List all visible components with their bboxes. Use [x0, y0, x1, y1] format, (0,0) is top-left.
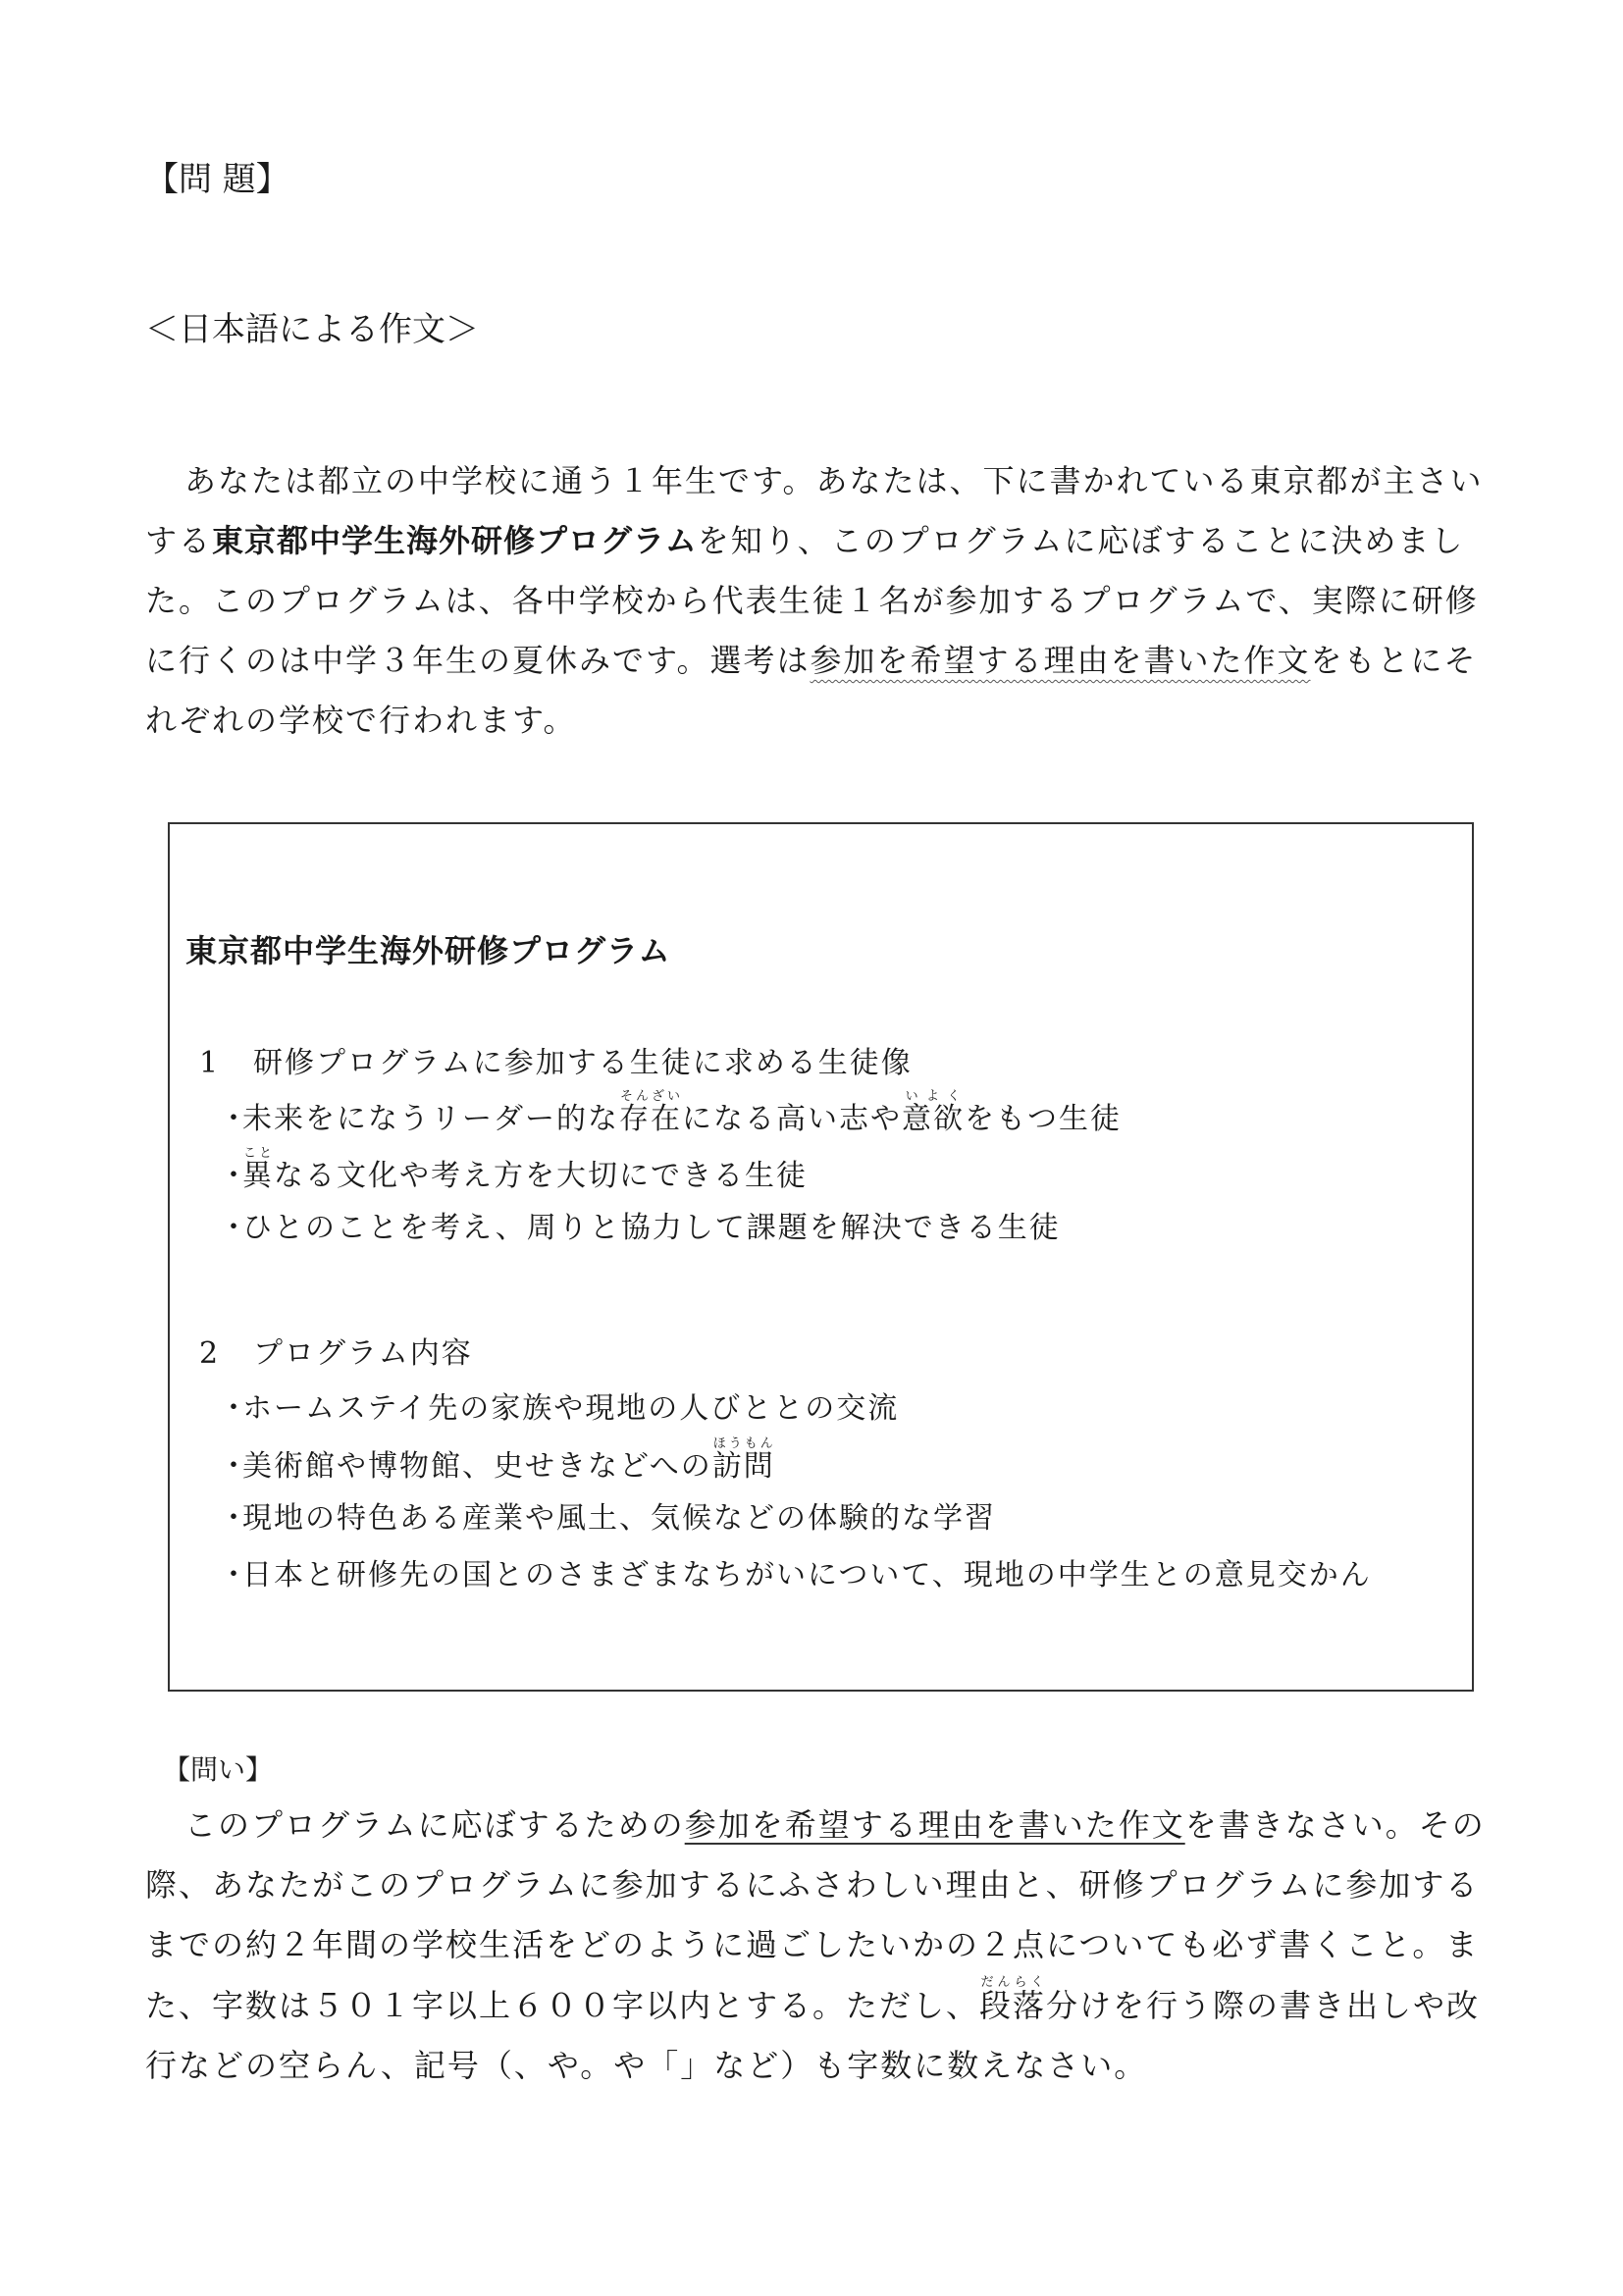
section-1-item-1: ・未来をになうリーダー的な存在そんざいになる高い志や意欲いよくをもつ生徒 — [219, 1089, 1122, 1136]
essay-purpose-underlined: 参加を希望する理由を書いた作文 — [684, 1806, 1185, 1844]
intro-paragraph — [145, 451, 1483, 751]
section-2-item-4: ・日本と研修先の国とのさまざまなちがいについて、現地の中学生との意見交かん — [219, 1550, 1372, 1593]
problem-heading: 【問 題】 — [145, 160, 289, 199]
bullet: ・ — [219, 1449, 250, 1484]
section-2-item-3: ・現地の特色ある産業や風土、気候などの体験的な学習 — [219, 1493, 996, 1537]
intro-line-2: する東京都中学生海外研修プログラムを知り、このプログラムに応ぼすることに決めまし — [145, 522, 1465, 559]
intro-line-5: れぞれの学校で行われます。 — [145, 702, 577, 739]
bullet: ・ — [219, 1501, 250, 1536]
bullet: ・ — [219, 1211, 250, 1245]
program-name-emphasis: 東京都中学生海外研修プログラム — [212, 522, 698, 559]
bullet: ・ — [219, 1102, 250, 1136]
intro-line-1: あなたは都立の中学校に通う１年生です。あなたは、下に書かれている東京都が主さい — [184, 462, 1484, 499]
section-1-item-2: ・異ことなる文化や考え方を大切にできる生徒 — [219, 1146, 808, 1193]
question-line-5: 行などの空らん、記号（、や。や「」など）も字数に数えなさい。 — [145, 2047, 1148, 2084]
question-line-2: 際、あなたがこのプログラムに参加するにふさわしい理由と、研修プログラムに参加する — [145, 1866, 1480, 1904]
section-2-item-1: ・ホームステイ先の家族や現地の人びととの交流 — [219, 1383, 899, 1427]
section-1-item-3: ・ひとのことを考え、周りと協力して課題を解決できる生徒 — [219, 1203, 1061, 1246]
question-label: 【問い】 — [163, 1753, 274, 1786]
program-box-title: 東京都中学生海外研修プログラム — [185, 932, 671, 969]
question-line-3: までの約２年間の学校生活をどのように過ごしたいかの２点についても必ず書くこと。ま — [145, 1926, 1480, 1963]
intro-line-4: に行くのは中学３年生の夏休みです。選考は参加を希望する理由を書いた作文をもとにそ — [145, 642, 1478, 679]
intro-line-3: た。このプログラムは、各中学校から代表生徒１名が参加するプログラムで、実際に研修 — [145, 582, 1479, 619]
program-info-box — [168, 822, 1474, 1692]
question-line-4: た、字数は５０１字以上６００字以内とする。ただし、段落だんらく分けを行う際の書き出しや改 — [145, 1975, 1481, 2024]
essay-heading: ＜日本語による作文＞ — [145, 310, 479, 349]
bullet: ・ — [219, 1159, 250, 1193]
section-2-heading: 2 プログラム内容 — [199, 1336, 473, 1371]
bullet: ・ — [219, 1391, 250, 1426]
section-2-item-2: ・美術館や博物館、史せきなどへの訪問ほうもん — [219, 1436, 775, 1484]
essay-purpose-underlined: 参加を希望する理由を書いた作文 — [810, 642, 1311, 679]
bullet: ・ — [219, 1558, 250, 1592]
question-line-1: このプログラムに応ぼするための参加を希望する理由を書いた作文を書きなさい。その — [184, 1806, 1486, 1844]
question-paragraph — [145, 1796, 1486, 2096]
section-1-heading: 1 研修プログラムに参加する生徒に求める生徒像 — [199, 1046, 913, 1080]
